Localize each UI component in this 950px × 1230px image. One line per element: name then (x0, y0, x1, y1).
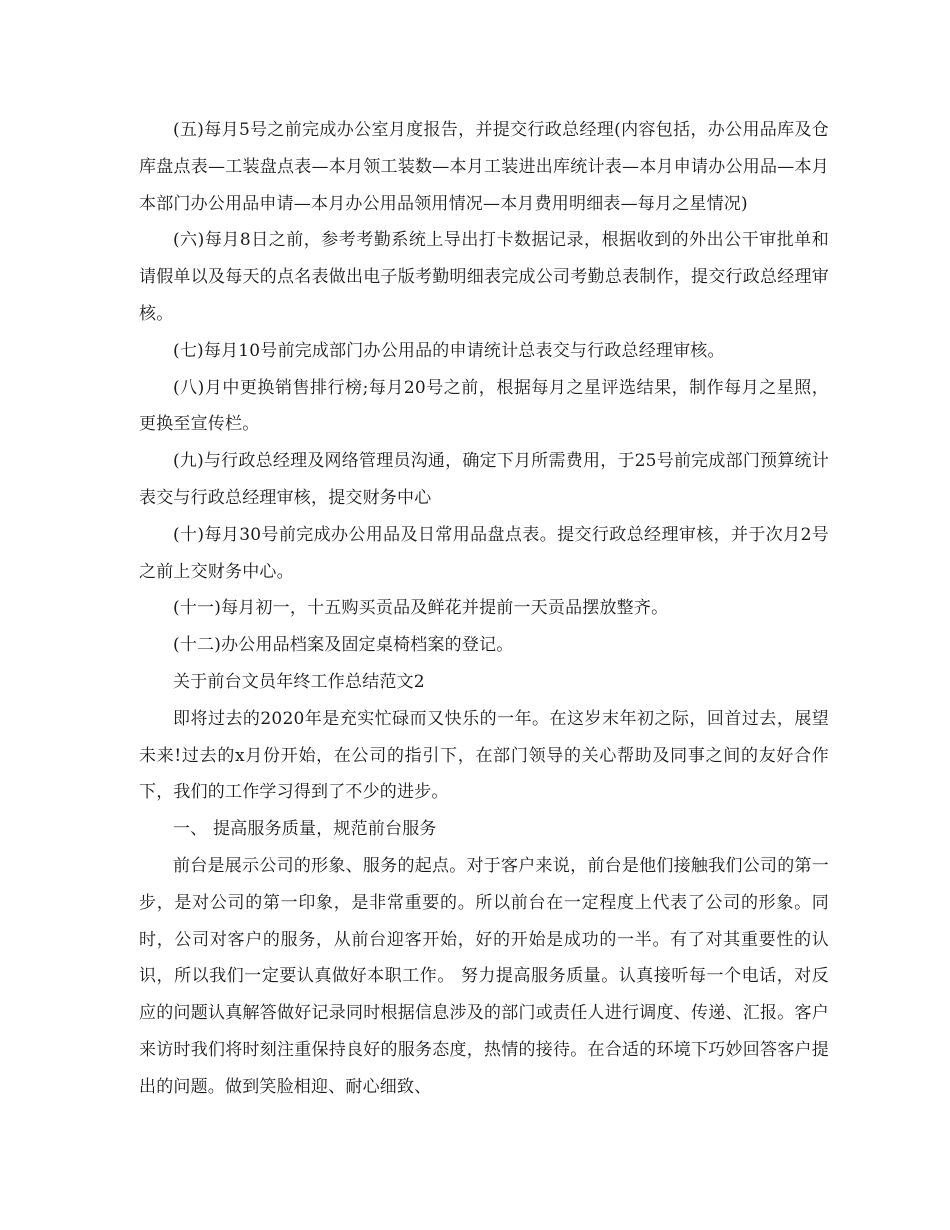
section-title: 关于前台文员年终工作总结范文2 (173, 671, 425, 692)
paragraph-item-5: (五)每月5号之前完成办公室月度报告，并提交行政总经理(内容包括，办公用品库及仓库盘点表—工装盘点表—本月领工装数—本月工装进出库统计表—本月申请办公用品—本月本部门办公用品申请—本月办公用品领用情况—本月费用明细表—每月之星情况) (139, 120, 829, 214)
document-body (139, 112, 829, 1106)
paragraph-item-12: (十二)办公用品档案及固定桌椅档案的登记。 (173, 635, 514, 656)
body-paragraph: 前台是展示公司的形象、服务的起点。对于客户来说，前台是他们接触我们公司的第一步，是对公司的第一印象，是非常重要的。所以前台在一定程度上代表了公司的形象。同时，公司对客户的服务，从前台迎客开始，好的开始是成功的一半。有了对其重要性的认识，所以我们一定要认真做好本职工作。 努力提高服务质量。认真接听每一个电话，对反应的问题认真解答做好记录同时根据信息涉及的部门或责任人进行调度、传递、汇报。客户来访时我们将时刻注重保持良好的服务态度，热情的接待。在合适的环境下巧妙回答客户提出的问题。做到笑脸相迎、耐心细致、 (139, 855, 829, 1097)
paragraph-item-7: (七)每月10号前完成部门办公用品的申请统计总表交与行政总经理审核。 (173, 340, 725, 361)
paragraph-item-10: (十)每月30号前完成办公用品及日常用品盘点表。提交行政总经理审核，并于次月2号之前上交财务中心。 (139, 524, 829, 582)
paragraph-item-9: (九)与行政总经理及网络管理员沟通，确定下月所需费用，于25号前完成部门预算统计表交与行政总经理审核，提交财务中心 (139, 451, 829, 508)
paragraph-item-6: (六)每月8日之前，参考考勤系统上导出打卡数据记录，根据收到的外出公干审批单和请假单以及每天的点名表做出电子版考勤明细表完成公司考勤总表制作，提交行政总经理审核。 (139, 230, 829, 324)
section-heading: 一、 提高服务质量，规范前台服务 (173, 819, 437, 840)
intro-paragraph: 即将过去的2020年是充实忙碌而又快乐的一年。在这岁末年初之际，回首过去，展望未来!过去的x月份开始，在公司的指引下，在部门领导的关心帮助及同事之间的友好合作下，我们的工作学习得到了不少的进步。 (139, 708, 829, 803)
paragraph-item-11: (十一)每月初一，十五购买贡品及鲜花并提前一天贡品摆放整齐。 (173, 598, 669, 619)
paragraph-item-8: (八)月中更换销售排行榜;每月20号之前，根据每月之星评选结果，制作每月之星照，更换至宣传栏。 (139, 377, 829, 435)
